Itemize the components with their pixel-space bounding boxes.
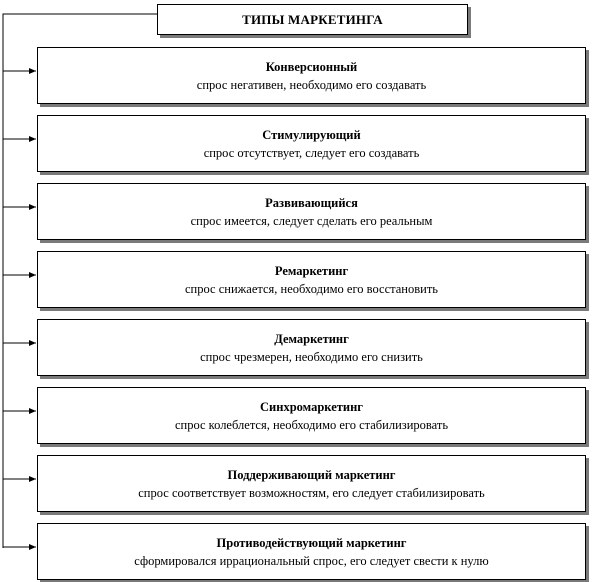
type-description: спрос отсутствует, следует его создавать: [203, 145, 420, 160]
type-name: Ремаркетинг: [274, 263, 349, 278]
type-description: спрос колеблется, необходимо его стабилизировать: [174, 417, 449, 432]
type-box-supporting: [37, 455, 586, 512]
type-box-developing: [37, 183, 586, 240]
type-description: спрос соответствует возможностям, его следует стабилизировать: [138, 485, 485, 500]
type-name: Синхромаркетинг: [260, 399, 363, 414]
type-name: Конверсионный: [265, 59, 358, 74]
type-box-synchromarketing: [37, 387, 586, 444]
type-name: Демаркетинг: [274, 331, 349, 346]
type-box-counteracting: [37, 523, 586, 580]
type-name: Поддерживающий маркетинг: [227, 467, 396, 482]
type-box-conversion: [37, 47, 586, 104]
type-description: спрос чрезмерен, необходимо его снизить: [200, 349, 423, 364]
type-name: Развивающийся: [265, 195, 358, 210]
type-description: спрос имеется, следует сделать его реальным: [190, 213, 433, 228]
type-name: Противодействующий маркетинг: [216, 535, 407, 550]
type-description: сформировался иррациональный спрос, его следует свести к нулю: [134, 553, 489, 568]
type-box-remarketing: [37, 251, 586, 308]
type-box-demarketing: [37, 319, 586, 376]
title-box: [157, 4, 468, 35]
type-description: спрос негативен, необходимо его создавать: [196, 77, 427, 92]
type-box-stimulating: [37, 115, 586, 172]
diagram-title: ТИПЫ МАРКЕТИНГА: [242, 11, 383, 27]
type-description: спрос снижается, необходимо его восстановить: [185, 281, 438, 296]
type-name: Стимулирующий: [262, 127, 361, 142]
